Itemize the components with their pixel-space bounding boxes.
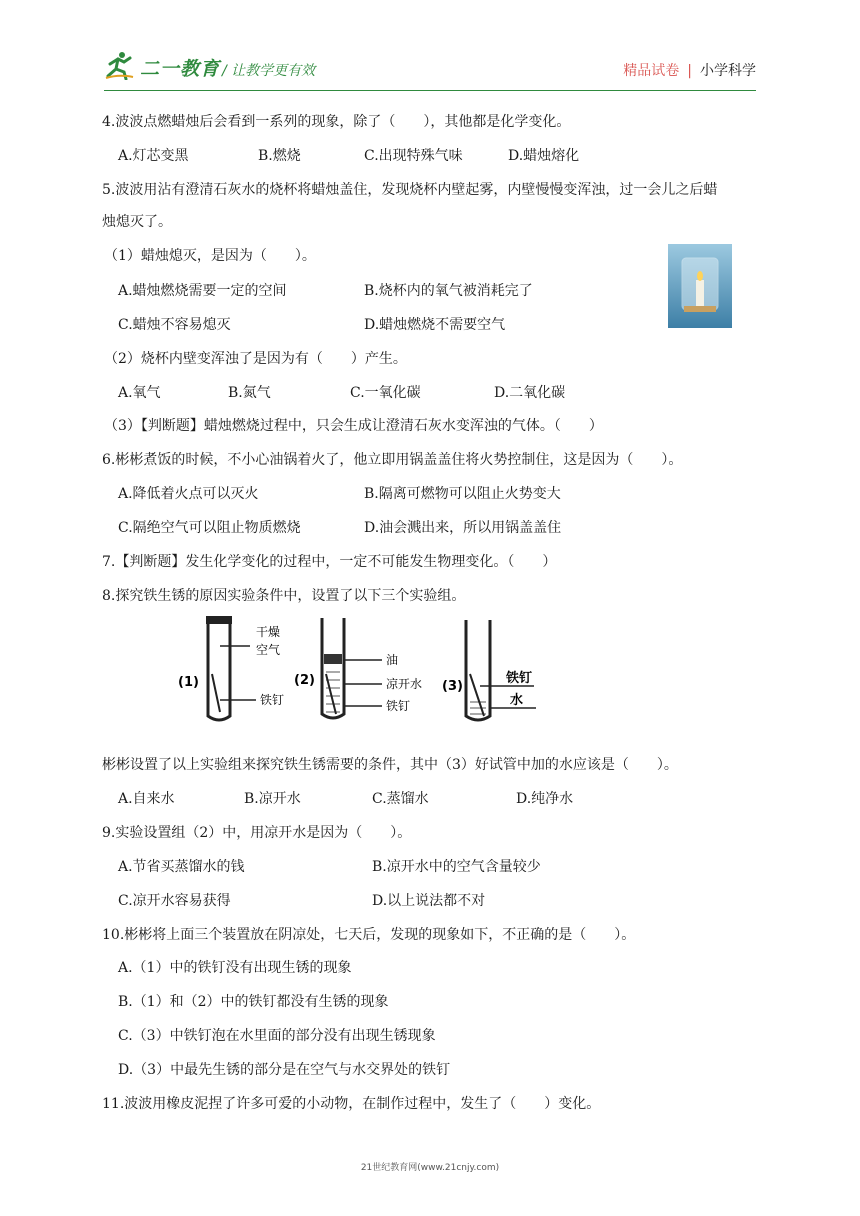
q4-option-b: B.燃烧 bbox=[258, 148, 301, 164]
q8-option-c: C.蒸馏水 bbox=[372, 791, 429, 807]
q5-stem-line1: 5.波波用沾有澄清石灰水的烧杯将蜡烛盖住，发现烧杯内壁起雾，内壁慢慢变浑浊，过一会儿之后蜡 bbox=[102, 182, 718, 198]
q8-option-b: B.凉开水 bbox=[244, 791, 301, 807]
q6-stem: 6.彬彬煮饭的时候，不小心油锅着火了，他立即用锅盖盖住将火势控制住，这是因为（ ）。 bbox=[102, 452, 683, 468]
q5-sub2-option-c: C.一氧化碳 bbox=[350, 385, 421, 401]
q8-stem: 8.探究铁生锈的原因实验条件中，设置了以下三个实验组。 bbox=[102, 588, 466, 604]
q5-sub1-option-b: B.烧杯内的氧气被消耗完了 bbox=[364, 283, 533, 299]
q9-option-c: C.凉开水容易获得 bbox=[118, 893, 231, 909]
q6-option-a: A.降低着火点可以灭火 bbox=[118, 486, 259, 502]
header-tag: 精品试卷 bbox=[623, 63, 680, 79]
q5-sub1-option-a: A.蜡烛燃烧需要一定的空间 bbox=[118, 283, 287, 299]
rust-experiment-figure bbox=[176, 612, 538, 730]
q8-followup: 彬彬设置了以上实验组来探究铁生锈需要的条件，其中（3）好试管中加的水应该是（ ）。 bbox=[102, 757, 678, 773]
header-separator: | bbox=[687, 63, 692, 79]
q4-option-d: D.蜡烛熔化 bbox=[508, 148, 580, 164]
q5-sub1-option-c: C.蜡烛不容易熄灭 bbox=[118, 317, 231, 333]
q9-option-a: A.节省买蒸馏水的钱 bbox=[118, 859, 245, 875]
q5-sub2: （2）烧杯内壁变浑浊了是因为有（ ）产生。 bbox=[104, 351, 407, 367]
q10-option-d: D.（3）中最先生锈的部分是在空气与水交界处的铁钉 bbox=[118, 1062, 451, 1078]
q9-stem: 9.实验设置组（2）中，用凉开水是因为（ ）。 bbox=[102, 825, 412, 841]
tube1-top-label: 干燥 bbox=[256, 625, 281, 639]
q11-stem: 11.波波用橡皮泥捏了许多可爱的小动物，在制作过程中，发生了（ ）变化。 bbox=[102, 1096, 601, 1112]
q6-option-b: B.隔离可燃物可以阻止火势变大 bbox=[364, 486, 561, 502]
q10-option-b: B.（1）和（2）中的铁钉都没有生锈的现象 bbox=[118, 994, 389, 1010]
q9-option-d: D.以上说法都不对 bbox=[372, 893, 486, 909]
q7-stem: 7.【判断题】发生化学变化的过程中，一定不可能发生物理变化。（ ） bbox=[102, 554, 557, 570]
q5-sub2-option-a: A.氧气 bbox=[118, 385, 161, 401]
tube2-nail-label: 铁钉 bbox=[386, 699, 411, 713]
tube3-water-label: 水 bbox=[510, 693, 524, 708]
tube1-top-label2: 空气 bbox=[256, 643, 281, 657]
q5-sub1-option-d: D.蜡烛燃烧不需要空气 bbox=[364, 317, 506, 333]
q5-sub3: （3）【判断题】蜡烛燃烧过程中，只会生成让澄清石灰水变浑浊的气体。（ ） bbox=[104, 418, 603, 434]
tube2-water-label: 凉开水 bbox=[386, 677, 423, 691]
header-right bbox=[623, 60, 756, 80]
runner-logo-icon bbox=[104, 50, 134, 80]
tube2-label: (2) bbox=[294, 673, 315, 688]
header-subject: 小学科学 bbox=[700, 63, 756, 79]
q9-option-b: B.凉开水中的空气含量较少 bbox=[372, 859, 541, 875]
tube3-nail-label: 铁钉 bbox=[506, 671, 533, 686]
header-divider bbox=[104, 90, 756, 91]
q10-stem: 10.彬彬将上面三个装置放在阴凉处，七天后，发现的现象如下，不正确的是（ ）。 bbox=[102, 927, 636, 943]
q4-option-a: A.灯芯变黑 bbox=[118, 148, 189, 164]
q8-option-d: D.纯净水 bbox=[516, 791, 574, 807]
q8-option-a: A.自来水 bbox=[118, 791, 175, 807]
q4-option-c: C.出现特殊气味 bbox=[364, 148, 463, 164]
q5-stem-line2: 烛熄灭了。 bbox=[102, 214, 172, 230]
q4-stem: 4.波波点燃蜡烛后会看到一系列的现象，除了（ ），其他都是化学变化。 bbox=[102, 114, 571, 130]
q5-sub2-option-d: D.二氧化碳 bbox=[494, 385, 566, 401]
logo-text: 二一教育 bbox=[140, 58, 221, 80]
q6-option-c: C.隔绝空气可以阻止物质燃烧 bbox=[118, 520, 301, 536]
tube3-label: (3) bbox=[442, 679, 463, 694]
candle-beaker-photo bbox=[668, 244, 732, 328]
q6-option-d: D.油会溅出来，所以用锅盖盖住 bbox=[364, 520, 562, 536]
page-header bbox=[104, 48, 756, 88]
tube2-oil-label: 油 bbox=[386, 653, 399, 667]
header-slogan: / 让教学更有效 bbox=[222, 63, 316, 79]
q5-sub2-option-b: B.氮气 bbox=[228, 385, 271, 401]
q10-option-a: A.（1）中的铁钉没有出现生锈的现象 bbox=[118, 960, 352, 976]
tube1-label: (1) bbox=[178, 675, 199, 690]
tube1-nail-label: 铁钉 bbox=[260, 693, 285, 707]
q10-option-c: C.（3）中铁钉泡在水里面的部分没有出现生锈现象 bbox=[118, 1028, 436, 1044]
page-footer: 21世纪教育网(www.21cnjy.com) bbox=[360, 1163, 500, 1173]
q5-sub1: （1）蜡烛熄灭，是因为（ ）。 bbox=[104, 248, 316, 264]
